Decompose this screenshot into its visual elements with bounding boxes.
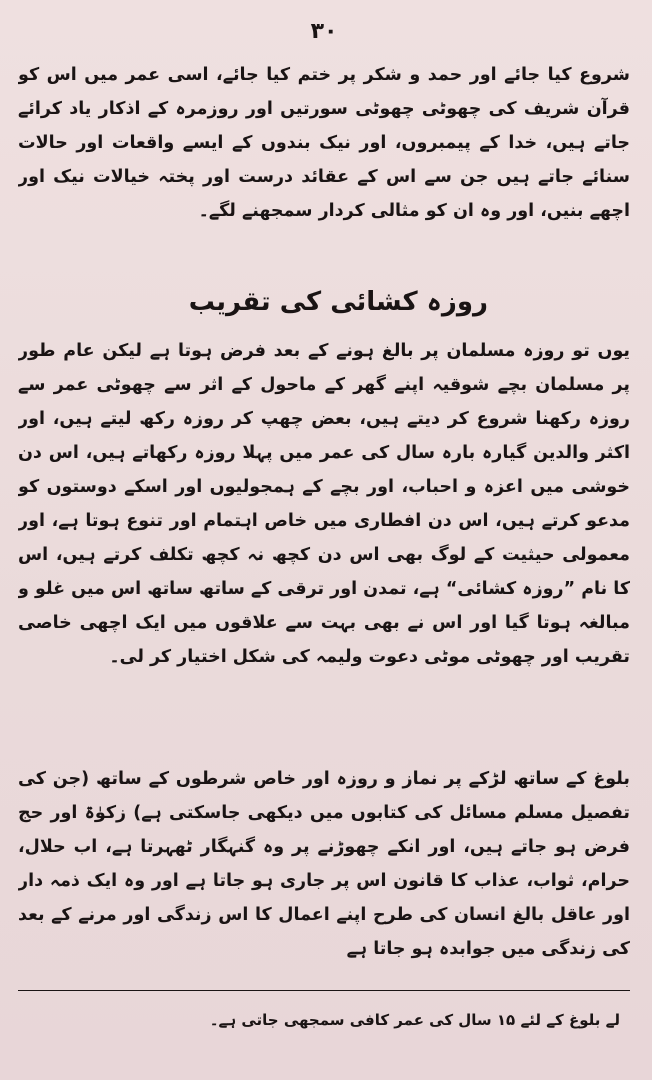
section-heading: روزہ کشائی کی تقریب	[188, 287, 488, 317]
intro-paragraph: شروع کیا جائے اور حمد و شکر پر ختم کیا جائے، اسی عمر میں اس کو قرآن شریف کی چھوٹی چھوٹی سورتیں اور روزمرہ کے اذکار یاد کرائے جاتے ہیں، خدا کے پیمبروں، اور نیک بندوں کے ایسے واقعات اور حالات سنائے جاتے ہیں جن سے اس کے عقائد درست اور پختہ خیالات نیک اور اچھے بنیں، اور وہ ان کو مثالی کردار سمجھنے لگے۔	[18, 65, 630, 221]
second-paragraph-block	[18, 762, 630, 982]
section-paragraph-block	[18, 334, 630, 754]
footnote-divider	[18, 990, 630, 991]
second-paragraph: بلوغ کے ساتھ لڑکے پر نماز و روزہ اور خاص شرطوں کے ساتھ (جن کی تفصیل مسلم مسائل کی کتابوں میں دیکھی جاسکتی ہے) زکوٰۃ اور حج فرض ہو جاتے ہیں، اور انکے چھوڑنے پر وہ گنہگار ٹھہرتا ہے، اب حلال، حرام، ثواب، عذاب کا قانون اس پر جاری ہو جاتا ہے اور وہ ایک ذمہ دار اور عاقل بالغ انسان کی طرح اپنے اعمال کا اس زندگی اور مرنے کے بعد کی زندگی میں جوابدہ ہو جاتا ہے	[18, 769, 630, 959]
footnote: لے بلوغ کے لئے ۱۵ سال کی عمر کافی سمجھی جاتی ہے۔	[209, 1011, 620, 1029]
intro-paragraph-block	[18, 58, 630, 268]
section-paragraph: یوں تو روزہ مسلمان پر بالغ ہونے کے بعد فرض ہوتا ہے لیکن عام طور پر مسلمان بچے شوقیہ اپنے گھر کے ماحول کے اثر سے چھوٹی عمر سے روزہ رکھنا شروع کر دیتے ہیں، بعض چھپ کر روزہ رکھ لیتے ہیں، اور اکثر والدین گیارہ بارہ سال کی عمر میں پہلا روزہ رکھاتے ہیں، اس دن خوشی میں اعزہ و احباب، اور بچے کے ہمجولیوں اور اسکے دوستوں کو مدعو کرتے ہیں، اس دن افطاری میں خاص اہتمام اور تنوع ہوتا ہے، اور معمولی حیثیت کے لوگ بھی اس دن کچھ نہ کچھ تکلف کرتے ہیں، اس کا نام ”روزہ کشائی“ ہے، تمدن اور ترقی کے ساتھ ساتھ اس میں غلو و مبالغہ ہوتا گیا اور اس نے بھی بہت سے علاقوں میں ایک اچھی خاصی تقریب اور چھوٹی موٹی دعوت ولیمہ کی شکل اختیار کر لی۔	[18, 341, 630, 667]
page-number: ۳۰	[310, 19, 338, 44]
